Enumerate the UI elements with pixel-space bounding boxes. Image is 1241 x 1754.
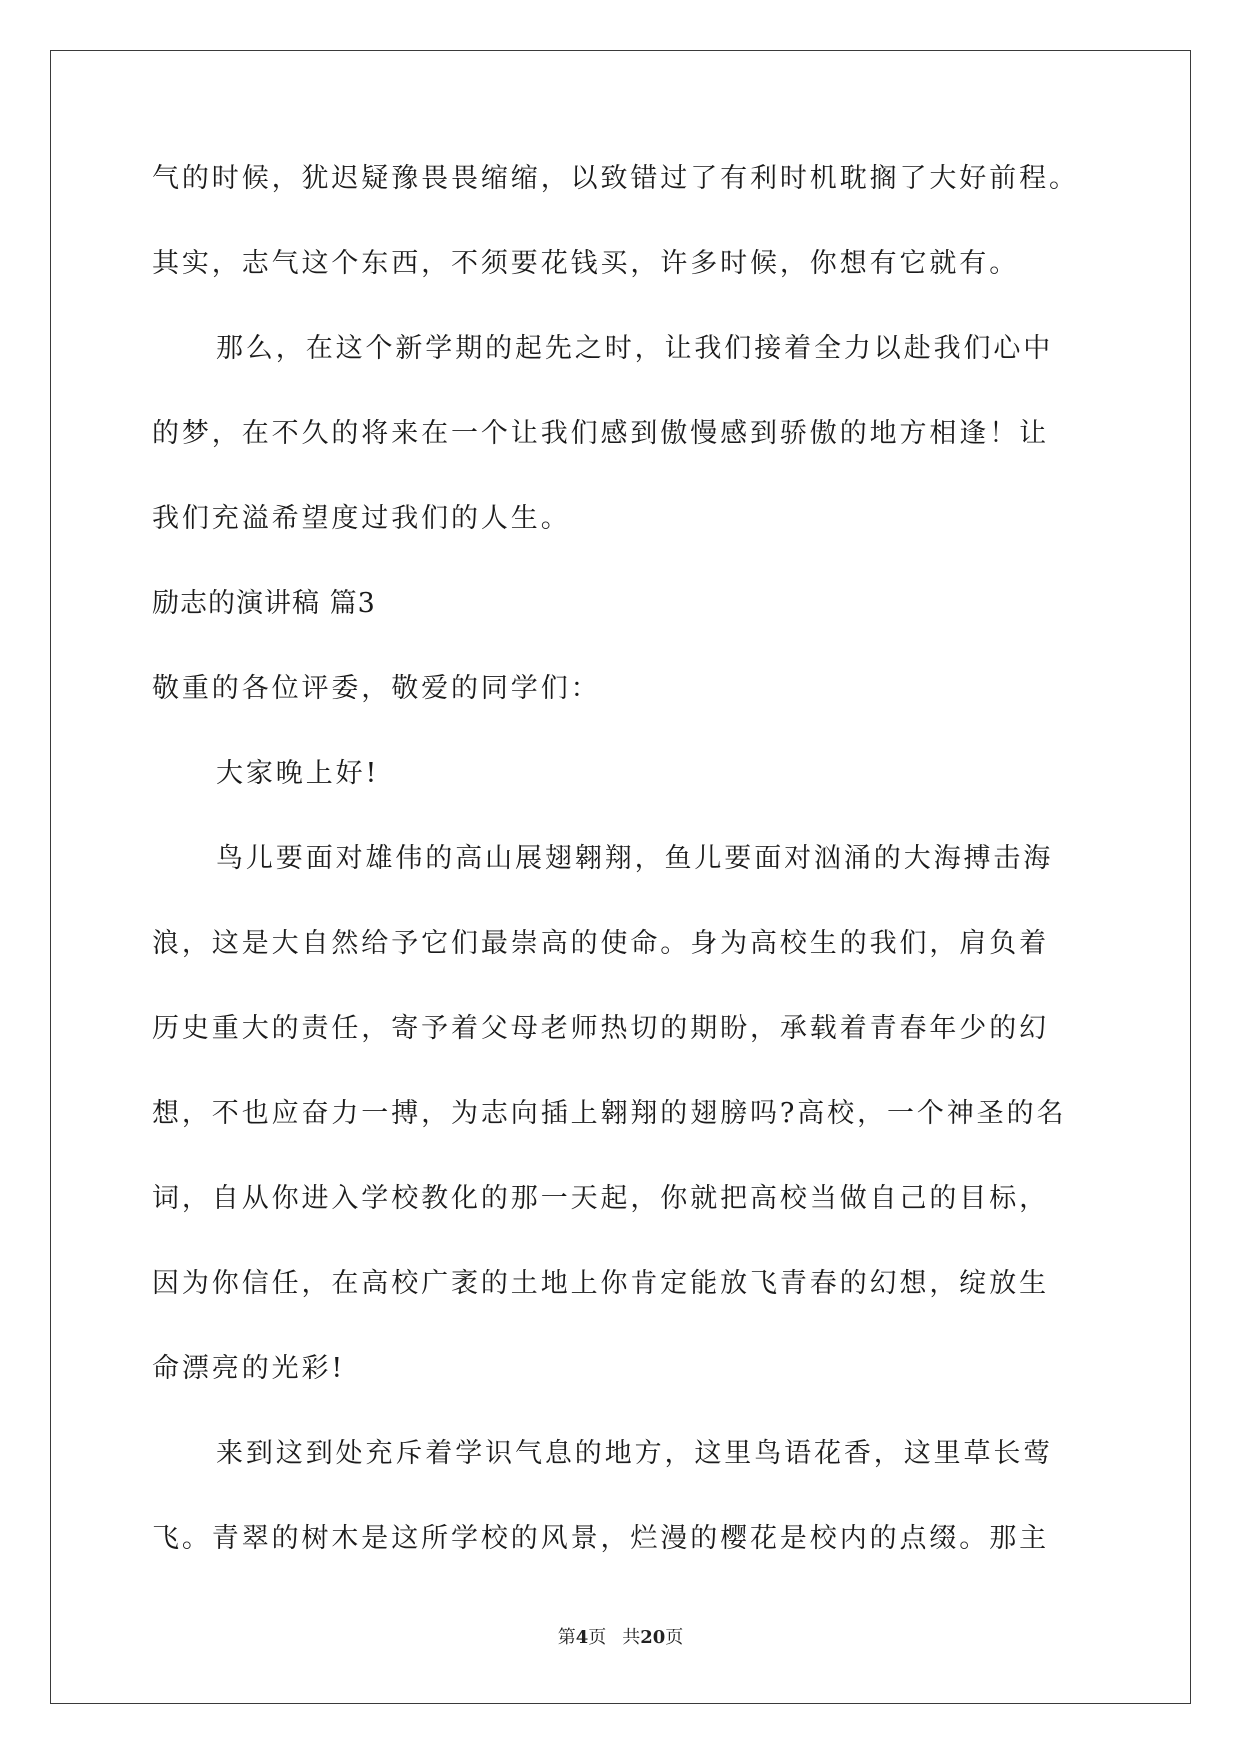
text-line: 命漂亮的光彩! [152, 1353, 346, 1384]
text-line: 鸟儿要面对雄伟的高山展翅翱翔，鱼儿要面对汹涌的大海搏击海 [216, 843, 1054, 874]
page-footer [0, 1628, 1241, 1648]
section-heading: 励志的演讲稿 篇3 [152, 588, 376, 619]
text-line: 浪，这是大自然给予它们最崇高的使命。身为高校生的我们，肩负着 [152, 928, 1049, 959]
page-total: 20 [640, 1627, 666, 1648]
text-line: 来到这到处充斥着学识气息的地方，这里鸟语花香，这里草长莺 [216, 1438, 1054, 1469]
page-number: 4 [575, 1627, 589, 1648]
footer-total-prefix: 共 [622, 1627, 641, 1648]
text-line: 历史重大的责任，寄予着父母老师热切的期盼，承载着青春年少的幻 [152, 1013, 1049, 1044]
footer-prefix: 第 [557, 1627, 576, 1648]
text-line: 想，不也应奋力一搏，为志向插上翱翔的翅膀吗?高校，一个神圣的名 [152, 1098, 1067, 1129]
footer-page-suffix: 页 [588, 1627, 607, 1648]
text-line: 因为你信任，在高校广袤的土地上你肯定能放飞青春的幻想，绽放生 [152, 1268, 1049, 1299]
text-line: 词，自从你进入学校教化的那一天起，你就把高校当做自己的目标， [152, 1183, 1049, 1214]
text-line: 气的时候，犹迟疑豫畏畏缩缩，以致错过了有利时机耽搁了大好前程。 [152, 163, 1079, 194]
footer-total-suffix: 页 [665, 1627, 684, 1648]
text-line: 我们充溢希望度过我们的人生。 [152, 503, 571, 534]
document-body [152, 164, 1092, 1609]
greeting-line: 大家晚上好! [216, 758, 380, 789]
text-line: 飞。青翠的树木是这所学校的风景，烂漫的樱花是校内的点缀。那主 [152, 1523, 1049, 1554]
text-line: 其实，志气这个东西，不须要花钱买，许多时候，你想有它就有。 [152, 248, 1020, 279]
text-line: 的梦，在不久的将来在一个让我们感到傲慢感到骄傲的地方相逢！让 [152, 418, 1049, 449]
salutation-line: 敬重的各位评委，敬爱的同学们： [152, 673, 601, 704]
text-line: 那么，在这个新学期的起先之时，让我们接着全力以赴我们心中 [216, 333, 1054, 364]
